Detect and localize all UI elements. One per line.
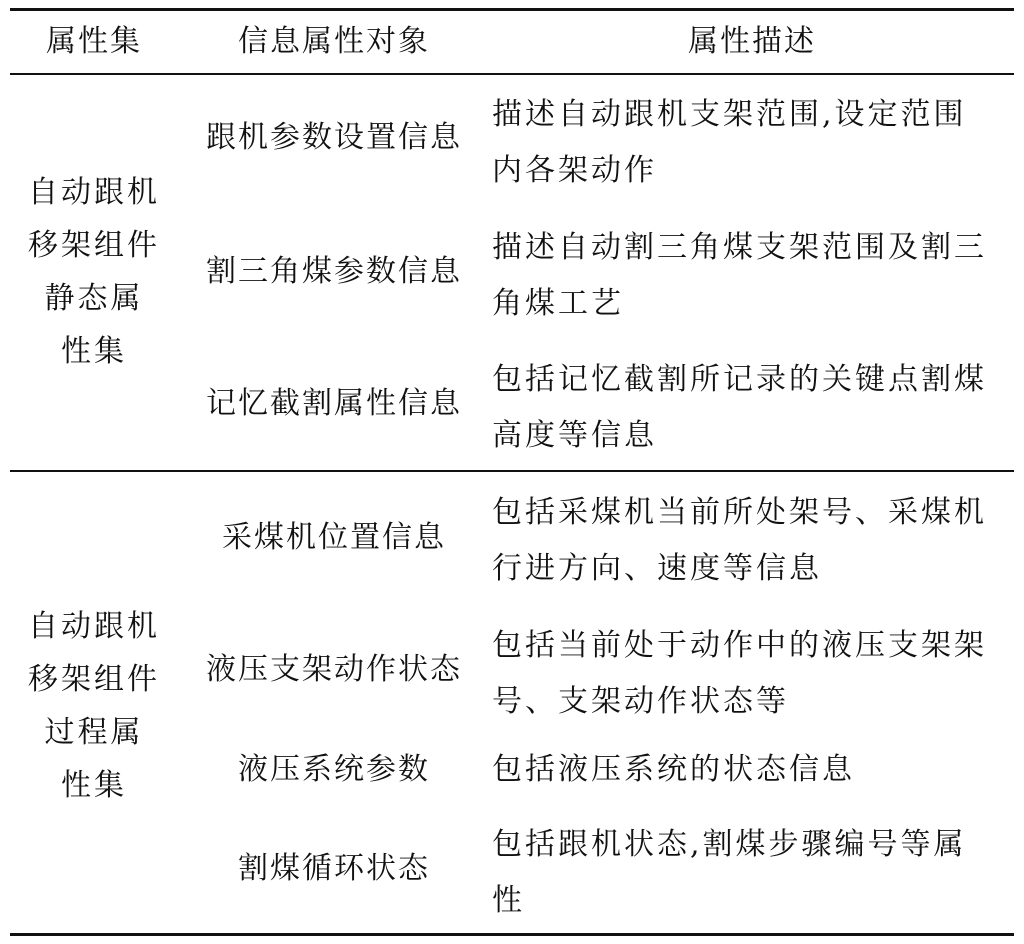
desc-support-action-state xyxy=(492,618,1002,730)
desc-memory-cut-attrs xyxy=(492,352,1002,464)
group-label-line: 自动跟机 xyxy=(28,609,160,644)
table-group-divider xyxy=(10,470,1014,472)
desc-line: 包括跟机状态,割煤步骤编号等属 xyxy=(492,827,967,862)
object-support-action-state: 液压支架动作状态 xyxy=(206,652,462,687)
header-attribute-description: 属性描述 xyxy=(688,24,816,59)
desc-line: 包括液压系统的状态信息 xyxy=(492,752,855,787)
table-header-rule xyxy=(10,73,1014,75)
object-cut-cycle-state: 割煤循环状态 xyxy=(238,851,430,886)
object-memory-cut-attrs: 记忆截割属性信息 xyxy=(206,386,462,421)
desc-shearer-position xyxy=(492,485,1002,597)
desc-follow-params xyxy=(492,87,1002,199)
desc-line: 号、支架动作状态等 xyxy=(492,684,789,719)
object-shearer-position: 采煤机位置信息 xyxy=(222,520,446,555)
group-process-attribute-set xyxy=(10,600,178,812)
desc-line: 角煤工艺 xyxy=(492,286,624,321)
attribute-table xyxy=(10,0,1014,944)
desc-line: 行进方向、速度等信息 xyxy=(492,551,822,586)
desc-hydraulic-params xyxy=(492,742,1002,798)
group-label-line: 移架组件 xyxy=(28,228,160,263)
group-label-line: 自动跟机 xyxy=(28,175,160,210)
table-top-rule xyxy=(10,8,1014,11)
header-info-object: 信息属性对象 xyxy=(238,24,430,59)
group-label-line: 移架组件 xyxy=(28,662,160,697)
object-follow-params: 跟机参数设置信息 xyxy=(206,120,462,155)
desc-line: 性 xyxy=(492,883,525,918)
desc-line: 内各架动作 xyxy=(492,153,657,188)
object-hydraulic-params: 液压系统参数 xyxy=(238,752,430,787)
desc-line: 包括当前处于动作中的液压支架架 xyxy=(492,628,987,663)
object-triangle-coal-params: 割三角煤参数信息 xyxy=(206,254,462,289)
group-label-line: 静态属 xyxy=(44,281,144,316)
header-attribute-set: 属性集 xyxy=(46,24,142,59)
desc-triangle-coal-params xyxy=(492,220,1002,332)
table-bottom-rule xyxy=(10,933,1014,936)
desc-line: 包括采煤机当前所处架号、采煤机 xyxy=(492,495,987,530)
group-label-line: 过程属 xyxy=(44,715,144,750)
group-label-line: 性集 xyxy=(61,334,127,369)
desc-line: 描述自动割三角煤支架范围及割三 xyxy=(492,230,987,265)
desc-line: 包括记忆截割所记录的关键点割煤 xyxy=(492,362,987,397)
desc-line: 描述自动跟机支架范围,设定范围 xyxy=(492,97,967,132)
group-label-line: 性集 xyxy=(61,768,127,803)
desc-line: 高度等信息 xyxy=(492,418,657,453)
desc-cut-cycle-state xyxy=(492,817,1002,929)
group-static-attribute-set xyxy=(10,166,178,378)
